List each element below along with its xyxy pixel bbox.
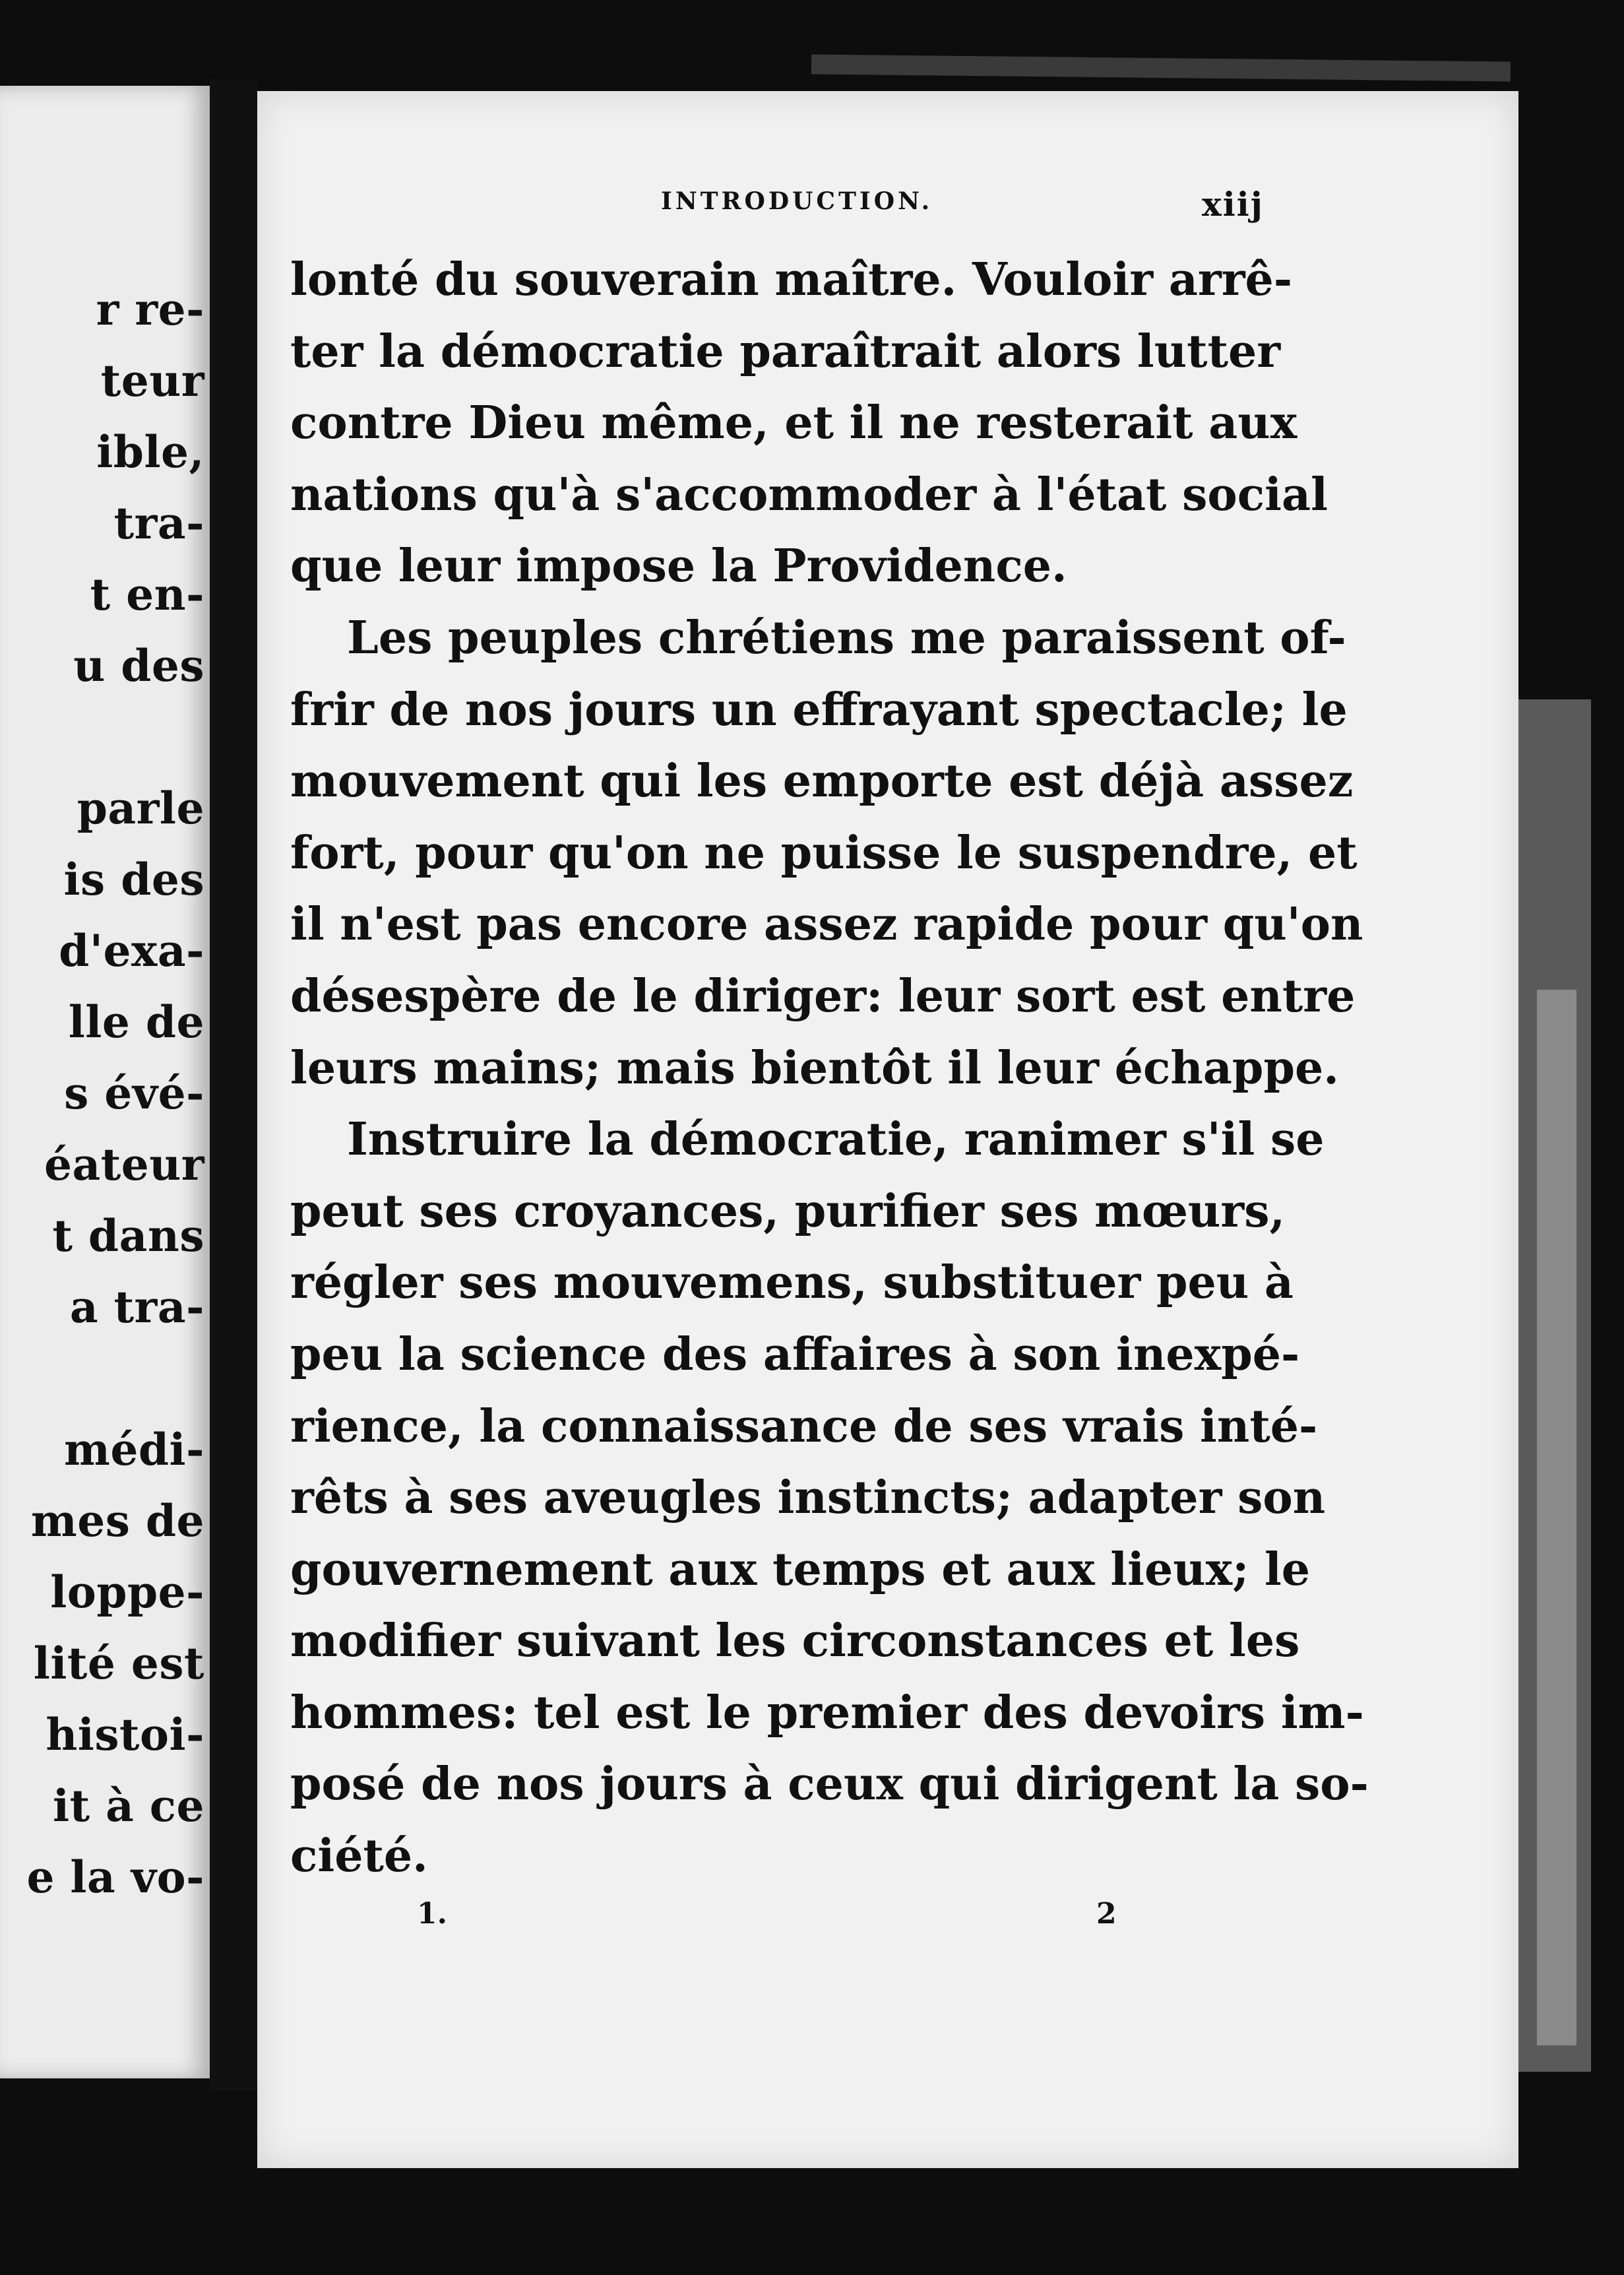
text-line: nations qu'à s'accommoder à l'état social: [290, 468, 1328, 521]
gathering-number: 2: [1096, 1897, 1117, 1931]
book-gutter: [210, 79, 257, 2092]
left-page-line: r re-: [96, 284, 204, 335]
text-line: mouvement qui les emporte est déjà assez: [290, 755, 1354, 808]
signature-mark: 1.: [417, 1897, 447, 1931]
text-line: Les peuples chrétiens me paraissent of-: [347, 611, 1346, 664]
left-page-line: a tra-: [69, 1281, 204, 1333]
facing-page-left: [0, 86, 210, 2078]
left-page-line: tra-: [113, 497, 204, 549]
left-page-line: éateur: [44, 1139, 204, 1190]
left-page-line: lle de: [68, 996, 204, 1048]
text-line: rience, la connaissance de ses vrais inté-: [290, 1399, 1318, 1453]
left-page-line: d'exa-: [59, 925, 204, 977]
text-line: posé de nos jours à ceux qui dirigent la so-: [290, 1758, 1369, 1811]
paragraph: [290, 602, 1363, 1104]
left-page-line: médi-: [64, 1424, 204, 1475]
text-line: gouvernement aux temps et aux lieux; le: [290, 1543, 1311, 1596]
text-line: leurs mains; mais bientôt il leur échappe.: [290, 1041, 1339, 1095]
left-page-line: e la vo-: [26, 1851, 204, 1903]
left-page-line: lité est: [33, 1638, 204, 1689]
paragraph: [290, 1104, 1369, 1892]
paragraph: [290, 244, 1328, 602]
left-page-line: ible,: [96, 426, 204, 478]
text-line: désespère de le diriger: leur sort est entre: [290, 969, 1356, 1023]
text-line: ter la démocratie paraîtrait alors lutter: [290, 325, 1281, 378]
left-page-line: it à ce: [53, 1780, 204, 1832]
text-line: il n'est pas encore assez rapide pour qu'on: [290, 898, 1363, 951]
text-line: fort, pour qu'on ne puisse le suspendre, et: [290, 826, 1358, 880]
left-page-line: parle: [77, 783, 204, 834]
left-page-line: t dans: [52, 1210, 204, 1262]
text-line: modifier suivant les circonstances et les: [290, 1615, 1300, 1668]
left-page-line: t en-: [90, 569, 204, 620]
text-line: que leur impose la Providence.: [290, 540, 1067, 593]
text-line: ciété.: [290, 1830, 428, 1883]
text-line: lonté du souverain maître. Vouloir arrê-: [290, 253, 1293, 306]
running-head: INTRODUCTION.: [661, 187, 933, 215]
text-line: contre Dieu même, et il ne resterait aux: [290, 397, 1297, 450]
left-page-line: teur: [100, 355, 204, 406]
text-line: peu la science des affaires à son inexpé-: [290, 1328, 1300, 1381]
text-line: régler ses mouvemens, substituer peu à: [290, 1256, 1294, 1310]
left-page-line: is des: [63, 854, 204, 905]
text-line: peut ses croyances, purifier ses mœurs,: [290, 1184, 1286, 1238]
left-page-line: loppe-: [50, 1566, 204, 1618]
text-line: rêts à ses aveugles instincts; adapter son: [290, 1471, 1326, 1525]
page-stack-edge-inner: [1537, 990, 1577, 2045]
text-line: Instruire la démocratie, ranimer s'il se: [347, 1113, 1325, 1167]
left-page-line: s évé-: [64, 1068, 204, 1119]
body-text: [290, 244, 1369, 1892]
left-page-line: histoi-: [46, 1709, 204, 1760]
text-line: hommes: tel est le premier des devoirs im-: [290, 1686, 1364, 1739]
left-page-line: u des: [73, 640, 204, 691]
text-line: frir de nos jours un effrayant spectacle; le: [290, 683, 1348, 736]
page-number: xiij: [1202, 185, 1264, 224]
left-page-line: mes de: [30, 1495, 204, 1547]
